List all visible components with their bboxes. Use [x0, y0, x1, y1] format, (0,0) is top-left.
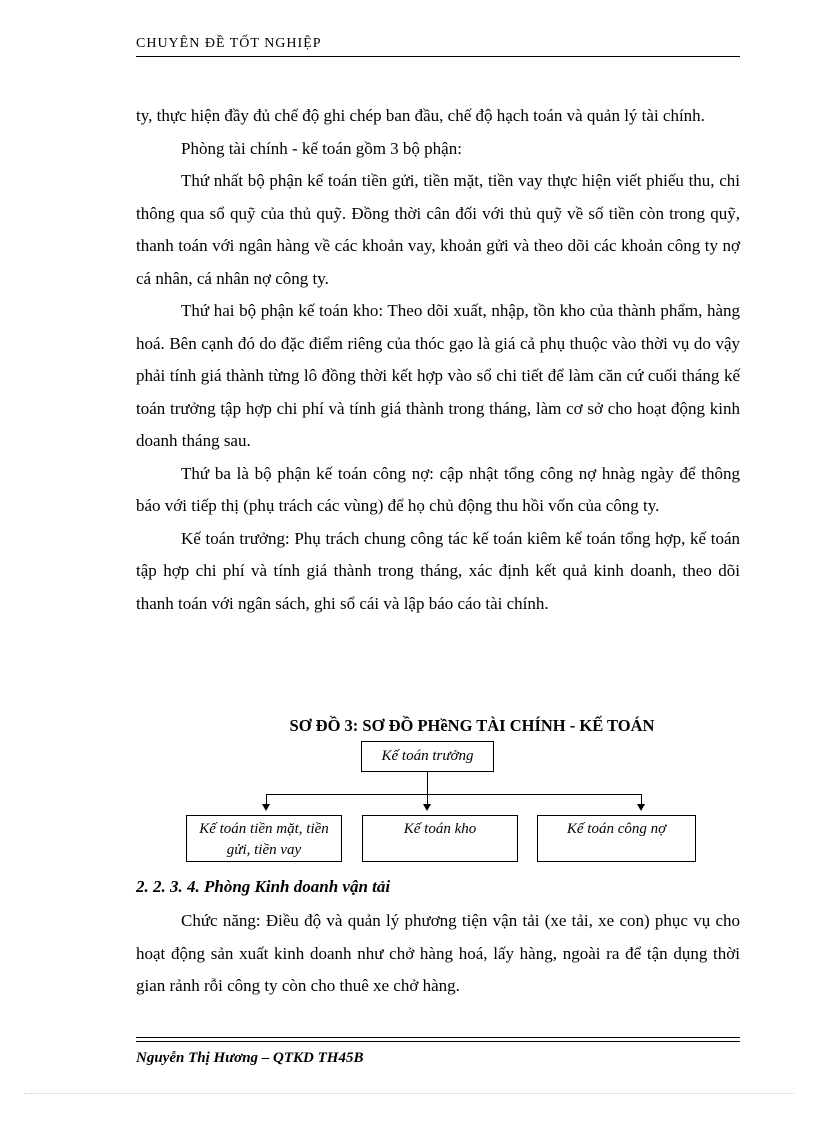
header-divider [136, 56, 740, 57]
diagram-child-cash-box: Kế toán tiền mặt, tiền gửi, tiền vay [186, 815, 342, 862]
paragraph-intro: Phòng tài chính - kế toán gồm 3 bộ phận: [181, 138, 462, 158]
section-paragraph: Chức năng: Điều độ và quản lý phương tiện vận tải (xe tải, xe con) phục vụ cho hoạt động sản xuất kinh doanh như chở hàng hoá, lấy hàng, ngoài ra để tận dụng thời gian rảnh rỗi công ty còn cho thuê xe chở hàng. [136, 911, 740, 995]
section-heading: 2. 2. 3. 4. Phòng Kinh doanh vận tải [136, 877, 391, 896]
arrow-down-icon [423, 804, 431, 811]
page-bottom-edge [24, 1093, 794, 1094]
diagram-middle-connector [427, 794, 428, 804]
diagram-horizontal-connector [266, 794, 642, 795]
section-body [136, 905, 740, 1003]
page-header-title: CHUYÊN ĐỀ TỐT NGHIỆP [136, 36, 322, 51]
paragraph-third-unit: Thứ ba là bộ phận kế toán công nợ: cập nhật tổng công nợ hnàg ngày để thông báo với tiếp thị (phụ trách các vùng) để họ chủ động thu hồi vốn của công ty. [136, 463, 740, 515]
arrow-down-icon [637, 804, 645, 811]
diagram-root-box: Kế toán trưởng [361, 741, 494, 772]
diagram-child-receivables-box: Kế toán công nợ [537, 815, 696, 862]
footer-divider [136, 1041, 740, 1042]
diagram-right-connector [641, 794, 642, 804]
footer-divider [136, 1037, 740, 1038]
diagram-child-warehouse-box: Kế toán kho [362, 815, 518, 862]
paragraph-chief-accountant: Kế toán trưởng: Phụ trách chung công tác kế toán kiêm kế toán tổng hợp, kế toán tập hợp chi phí và tính giá thành trong tháng, xác định kết quả kinh doanh, theo dõi thanh toán với ngân sách, ghi sổ cái và lập báo cáo tài chính. [136, 528, 740, 613]
arrow-down-icon [262, 804, 270, 811]
paragraph-continuation: ty, thực hiện đầy đủ chế độ ghi chép ban đầu, chế độ hạch toán và quản lý tài chính. [136, 106, 705, 125]
diagram-title: SƠ ĐỒ 3: SƠ ĐỒ PHềNG TÀI CHÍNH - KẾ TOÁN [289, 716, 655, 735]
diagram-root-connector [427, 772, 428, 794]
paragraph-second-unit: Thứ hai bộ phận kế toán kho: Theo dõi xuất, nhập, tồn kho của thành phẩm, hàng hoá. Bên cạnh đó do đặc điểm riêng của thóc gạo là giá cả phụ thuộc vào thời vụ do vậy phải tính giá thành từng lô đồng thời kết hợp vào sổ chi tiết để làm căn cứ cuối tháng kế toán trưởng tập hợp chi phí và tính giá thành trong tháng, làm cơ sở cho hoạt động kinh doanh tháng sau. [136, 301, 740, 450]
paragraph-first-unit: Thứ nhất bộ phận kế toán tiền gửi, tiền mặt, tiền vay thực hiện viết phiếu thu, chi thông qua sổ quỹ của thủ quỹ. Đồng thời cân đối với thủ quỹ về số tiền còn trong quỹ, thanh toán với ngân hàng về các khoản vay, khoản gửi và theo dõi các khoản công ty nợ cá nhân, cá nhân nợ công ty. [136, 171, 740, 288]
diagram-left-connector [266, 794, 267, 804]
body-text [136, 100, 740, 620]
footer-author: Nguyễn Thị Hương – QTKD TH45B [136, 1050, 364, 1066]
